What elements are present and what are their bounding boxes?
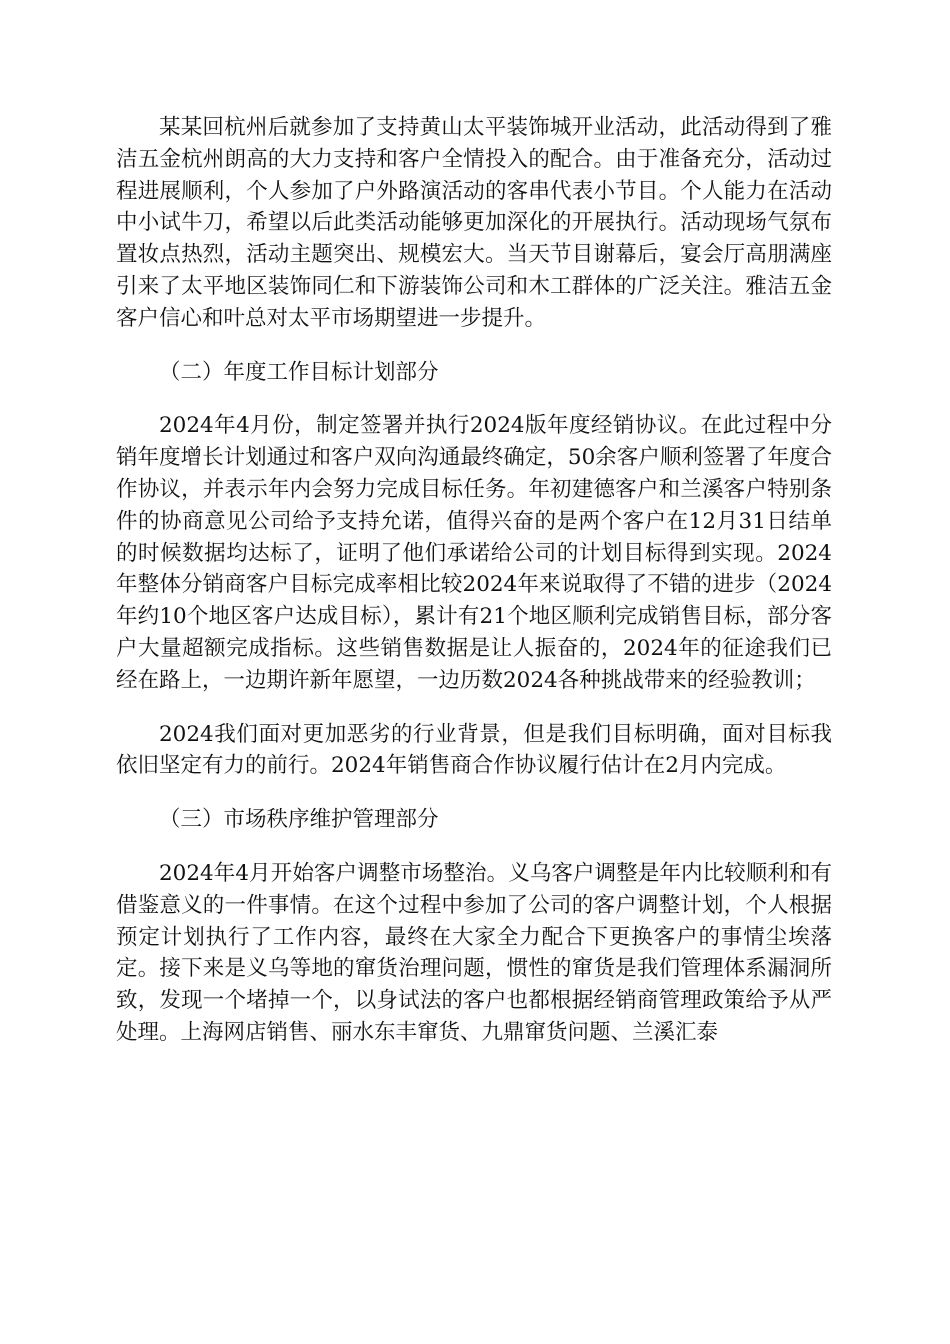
document-page [116, 112, 832, 1071]
section-heading-annual-targets: （二）年度工作目标计划部分 [159, 359, 439, 385]
paragraph-event-summary: 某某回杭州后就参加了支持黄山太平装饰城开业活动，此活动得到了雅洁五金杭州朗高的大力支持和客户全情投入的配合。由于准备充分，活动过程进展顺利，个人参加了户外路演活动的客串代表小节目。个人能力在活动中小试牛刀，希望以后此类活动能够更加深化的开展执行。活动现场气氛布置妆点热烈，活动主题突出、规模宏大。当天节目谢幕后，宴会厅高朋满座引来了太平地区装饰同仁和下游装饰公司和木工群体的广泛关注。雅洁五金客户信心和叶总对太平市场期望进一步提升。 [116, 115, 832, 331]
paragraph-annual-targets: 2024年4月份，制定签署并执行2024版年度经销协议。在此过程中分销年度增长计划通过和客户双向沟通最终确定，50余客户顺利签署了年度合作协议，并表示年内会努力完成目标任务。年初建德客户和兰溪客户特别条件的协商意见公司给予支持允诺，值得兴奋的是两个客户在12月31日结单的时候数据均达标了，证明了他们承诺给公司的计划目标得到实现。2024年整体分销商客户目标完成率相比较2024年来说取得了不错的进步（2024年约10个地区客户达成目标），累计有21个地区顺利完成销售目标，部分客户大量超额完成指标。这些销售数据是让人振奋的，2024年的征途我们已经在路上，一边期许新年愿望，一边历数2024各种挑战带来的经验教训； [116, 413, 832, 693]
paragraph-market-order: 2024年4月开始客户调整市场整治。义乌客户调整是年内比较顺利和有借鉴意义的一件事情。在这个过程中参加了公司的客户调整计划，个人根据预定计划执行了工作内容，最终在大家全力配合下更换客户的事情尘埃落定。接下来是义乌等地的窜货治理问题，惯性的窜货是我们管理体系漏洞所致，发现一个堵掉一个，以身试法的客户也都根据经销商管理政策给予从严处理。上海网店销售、丽水东丰窜货、九鼎窜货问题、兰溪汇泰 [116, 860, 832, 1045]
paragraph-outlook: 2024我们面对更加恶劣的行业背景，但是我们目标明确，面对目标我依旧坚定有力的前行。2024年销售商合作协议履行估计在2月内完成。 [116, 721, 832, 779]
section-heading-market-order: （三）市场秩序维护管理部分 [159, 807, 439, 833]
